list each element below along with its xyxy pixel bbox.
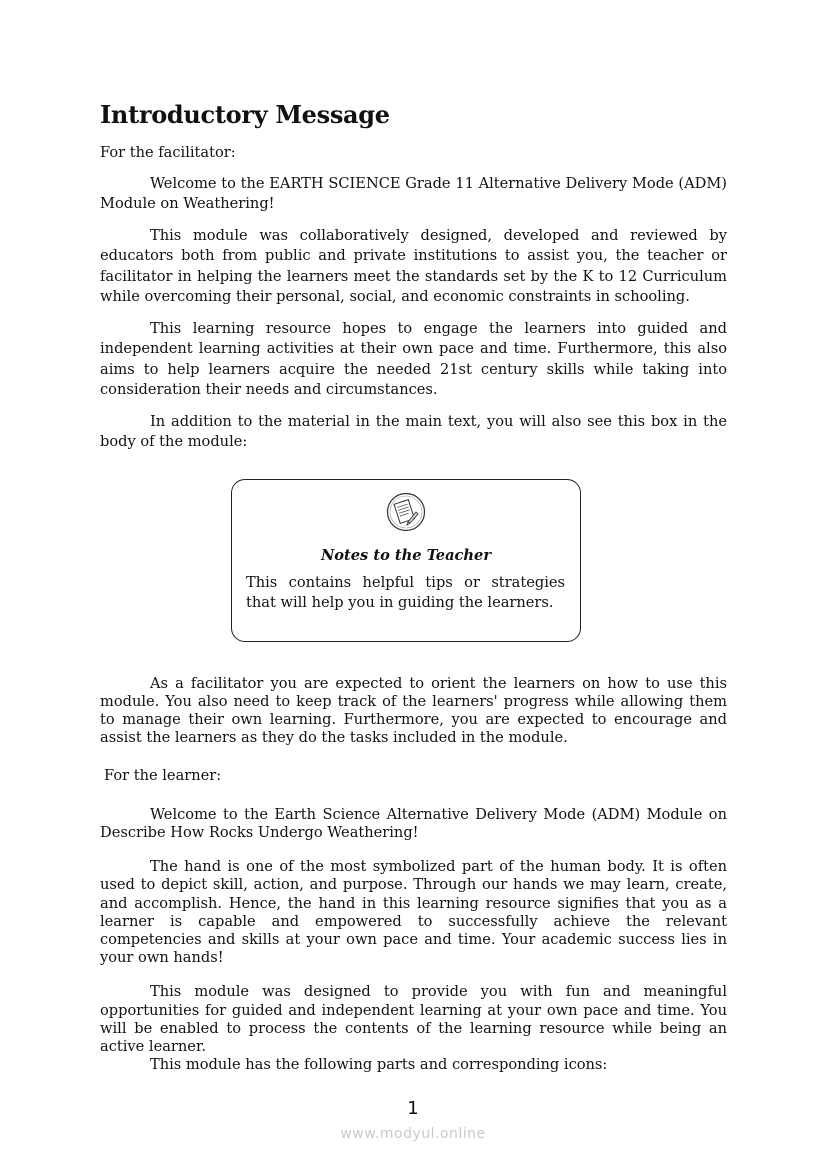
facilitator-label: For the facilitator: xyxy=(100,144,236,161)
learner-paragraph: This module was designed to provide you with fun and meaningful opportunities for guided and independent learning at your own pace and time. You will be enabled to process the contents of the learning resource while being an active learner. xyxy=(100,983,727,1056)
learner-label: For the learner: xyxy=(104,767,222,785)
learner-paragraph: Welcome to the Earth Science Alternative Delivery Mode (ADM) Module on Describe How Rocks Undergo Weathering! xyxy=(100,805,727,842)
learner-paragraph: This module has the following parts and corresponding icons: xyxy=(150,1056,608,1074)
notes-to-teacher-box xyxy=(231,479,581,642)
page-title: Introductory Message xyxy=(100,100,390,129)
notes-to-teacher-title: Notes to the Teacher xyxy=(320,546,492,564)
facilitator-paragraph: In addition to the material in the main text, you will also see this box in the body of the module: xyxy=(100,412,727,450)
notes-to-teacher-text: This contains helpful tips or strategies that will help you in guiding the learners. xyxy=(246,573,565,611)
facilitator-closing: As a facilitator you are expected to orient the learners on how to use this module. You also need to keep track of the learners' progress while allowing them to manage their own learning. Furthermore, you are expected to encourage and assist the learners as they do the tasks included in the module. xyxy=(100,674,727,747)
watermark: www.modyul.online xyxy=(340,1126,486,1142)
notes-to-teacher-icon xyxy=(386,492,426,532)
facilitator-paragraph: Welcome to the EARTH SCIENCE Grade 11 Alternative Delivery Mode (ADM) Module on Weathering! xyxy=(100,174,727,212)
facilitator-paragraph: This learning resource hopes to engage the learners into guided and independent learning activities at their own pace and time. Furthermore, this also aims to help learners acquire the needed 21st century skills while taking into consideration their needs and circumstances. xyxy=(100,319,727,398)
page-number: 1 xyxy=(407,1098,419,1119)
facilitator-paragraph: This module was collaboratively designed, developed and reviewed by educators both from public and private institutions to assist you, the teacher or facilitator in helping the learners meet the standards set by the K to 12 Curriculum while overcoming their personal, social, and economic constraints in schooling. xyxy=(100,226,727,305)
learner-paragraph: The hand is one of the most symbolized part of the human body. It is often used to depict skill, action, and purpose. Through our hands we may learn, create, and accomplish. Hence, the hand in this learning resource signifies that you as a learner is capable and empowered to successfully achieve the relevant competencies and skills at your own pace and time. Your academic success lies in your own hands! xyxy=(100,858,727,967)
document-page xyxy=(100,100,727,1074)
